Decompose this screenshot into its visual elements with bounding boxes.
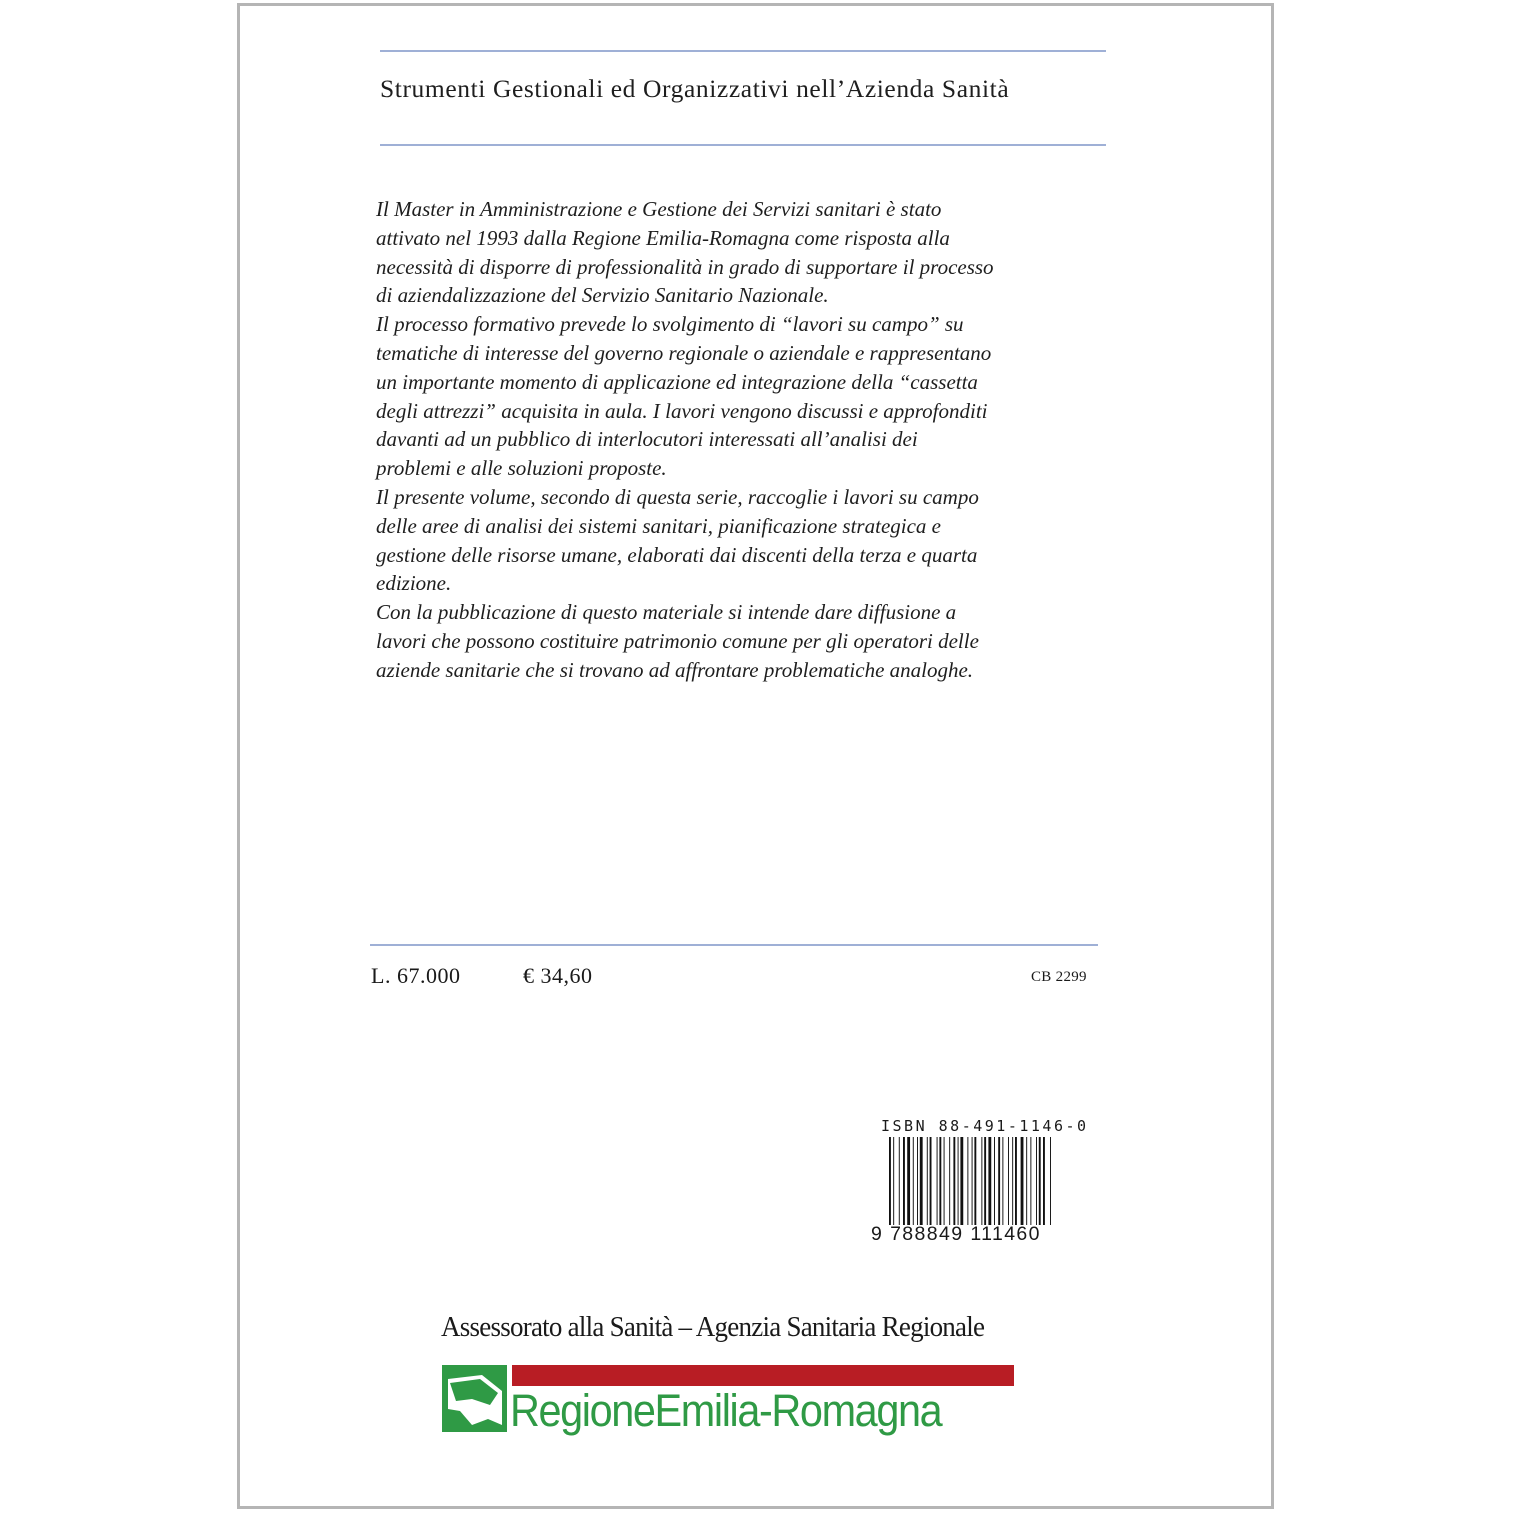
blurb-line: Il processo formativo prevede lo svolgimento di “lavori su campo” su [376, 312, 964, 337]
barcode-bar [899, 1137, 900, 1225]
barcode-bar [949, 1137, 950, 1225]
barcode [888, 1137, 1093, 1225]
barcode-bar [893, 1137, 894, 1225]
logo-red-bar [512, 1365, 1014, 1386]
barcode-bar [974, 1137, 976, 1225]
barcode-bar [1036, 1137, 1037, 1225]
blurb-line: necessità di disporre di professionalità in grado di supportare il processo [376, 254, 994, 279]
barcode-bar [939, 1137, 941, 1225]
barcode-bar [967, 1137, 968, 1225]
blurb-line: gestione delle risorse umane, elaborati dai discenti della terza e quarta [376, 542, 978, 567]
barcode-bar [994, 1137, 995, 1225]
barcode-bar [953, 1137, 955, 1225]
barcode-bar [1008, 1137, 1009, 1225]
barcode-bar [972, 1137, 973, 1225]
price-euro: € 34,60 [523, 963, 593, 988]
price-rule [370, 944, 1098, 946]
blurb-line: Il Master in Amministrazione e Gestione dei Servizi sanitari è stato [376, 197, 942, 221]
barcode-bar [1015, 1137, 1017, 1225]
barcode-bar [1030, 1137, 1031, 1225]
barcode-bar [1039, 1137, 1041, 1225]
blurb-line: tematiche di interesse del governo regionale o aziendale e rappresentano [376, 340, 992, 365]
barcode-bar [944, 1137, 945, 1225]
barcode-bar [1043, 1137, 1045, 1225]
blurb-line: degli attrezzi” acquisita in aula. I lavori vengono discussi e approfonditi [376, 398, 988, 423]
price-lire: L. 67.000 [371, 963, 461, 988]
blurb-line: un importante momento di applicazione ed integrazione della “cassetta [376, 369, 978, 394]
barcode-bar [927, 1137, 928, 1225]
barcode-bar [907, 1137, 910, 1225]
publisher-agency: Assessorato alla Sanità – Agenzia Sanitaria Regionale [441, 1311, 985, 1343]
barcode-bar [913, 1137, 914, 1225]
barcode-bar [988, 1137, 991, 1225]
blurb-line: attivato nel 1993 dalla Regione Emilia-Romagna come risposta alla [376, 225, 950, 250]
barcode-bar [889, 1137, 891, 1225]
blurb-line: Con la pubblicazione di questo materiale si intende dare diffusione a [376, 600, 957, 625]
blurb-line: aziende sanitarie che si trovano ad affrontare problematiche analoghe. [376, 657, 974, 682]
barcode-bar [1050, 1137, 1051, 1225]
isbn-label: ISBN 88-491-1146-0 [881, 1117, 1089, 1135]
barcode-bar [1026, 1137, 1027, 1225]
blurb-line: lavori che possono costituire patrimonio comune per gli operatori delle [376, 628, 979, 653]
barcode-bar [1021, 1137, 1024, 1225]
series-title: Strumenti Gestionali ed Organizzativi nell’Azienda Sanità [380, 74, 1010, 103]
region-map-logo-icon [442, 1365, 507, 1432]
barcode-bar [903, 1137, 905, 1225]
blurb-line: di aziendalizzazione del Servizio Sanitario Nazionale. [376, 283, 829, 308]
ean-number: 9 788849 111460 [871, 1223, 1041, 1245]
top-rule [380, 50, 1106, 52]
barcode-bar [920, 1137, 923, 1225]
title-underline-rule [380, 144, 1106, 146]
barcode-bar [981, 1137, 982, 1225]
blurb-line: davanti ad un pubblico di interlocutori interessati all’analisi dei [376, 427, 918, 452]
catalog-code: CB 2299 [1031, 969, 1087, 985]
blurb-line: Il presente volume, secondo di questa serie, raccoglie i lavori su campo [376, 484, 979, 509]
blurb-line: edizione. [376, 571, 452, 596]
barcode-bar [984, 1137, 986, 1225]
blurb-line: delle aree di analisi dei sistemi sanitari, pianificazione strategica e [376, 513, 941, 538]
back-cover-blurb [376, 195, 1116, 685]
blurb-line: problemi e alle soluzioni proposte. [376, 456, 667, 481]
barcode-bar [1002, 1137, 1003, 1225]
barcode-bar [998, 1137, 1000, 1225]
barcode-bar [960, 1137, 963, 1225]
barcode-bar [958, 1137, 959, 1225]
barcode-bar [937, 1137, 938, 1225]
region-logo-text: RegioneEmilia-Romagna [510, 1385, 942, 1436]
barcode-bar [1012, 1137, 1013, 1225]
barcode-bar [930, 1137, 932, 1225]
barcode-bar [917, 1137, 918, 1225]
